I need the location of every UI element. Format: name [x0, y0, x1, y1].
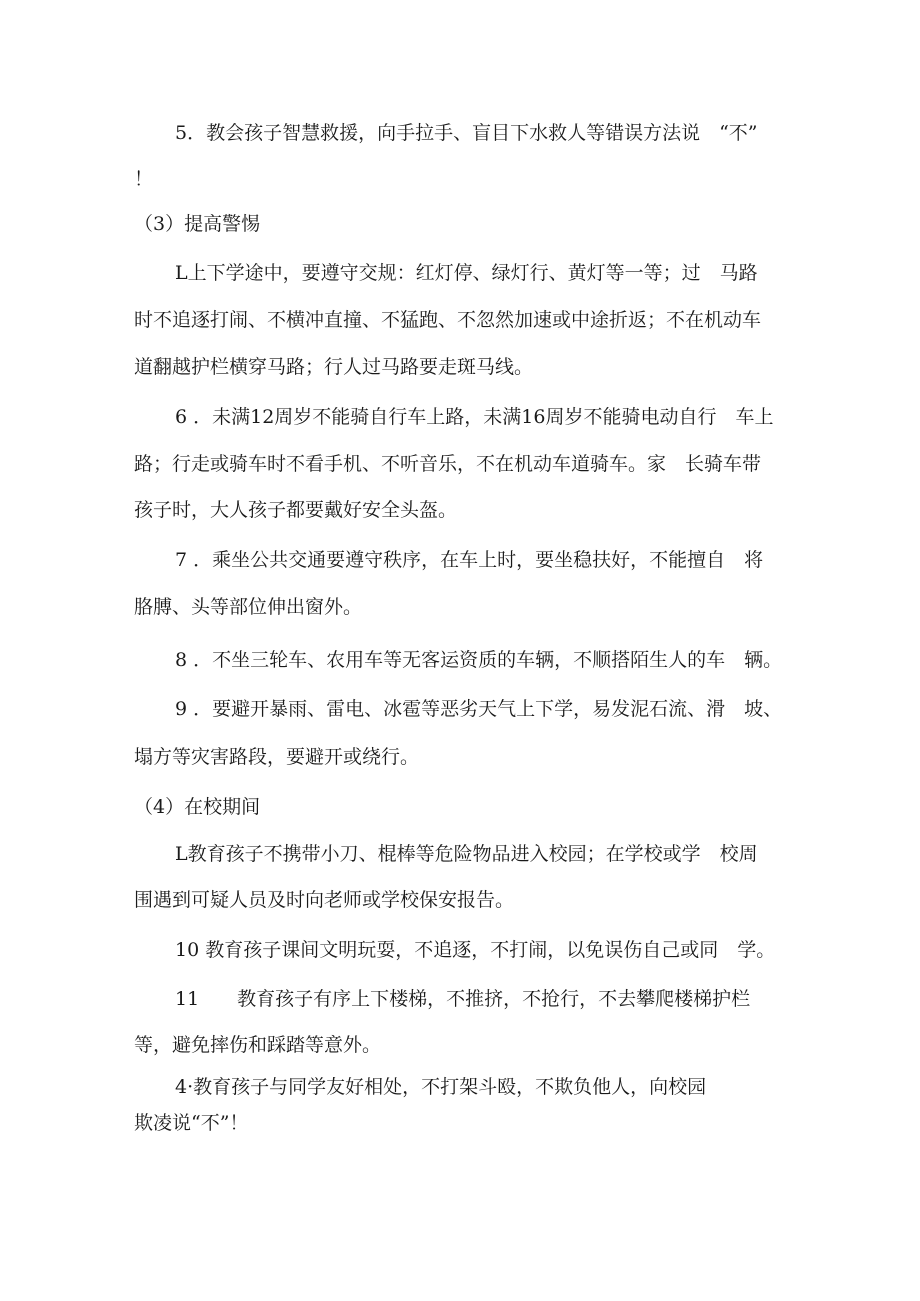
item-5-line-1: 5．教会孩子智慧救援，向手拉手、盲目下水救人等错误方法说 “不”	[175, 122, 758, 144]
item-9-line-1: 9 ．要避开暴雨、雷电、冰雹等恶劣天气上下学，易发泥石流、滑 坡、	[175, 698, 783, 720]
item-11-line-1: 11 教育孩子有序上下楼梯，不推挤，不抢行，不去攀爬楼梯护栏	[175, 988, 751, 1010]
item-6-line-3: 孩子时，大人孩子都要戴好安全头盔。	[134, 499, 458, 521]
item-11-line-2: 等，避免摔伤和踩踏等意外。	[134, 1034, 382, 1056]
item-9-line-2: 塌方等灾害路段，要避开或绕行。	[134, 746, 420, 768]
item-l-line-2: 时不追逐打闹、不横冲直撞、不猛跑、不忽然加速或中途折返；不在机动车	[134, 309, 762, 331]
item-4-line-2: 欺凌说“不”！	[134, 1112, 249, 1134]
item-8-line-1: 8 ．不坐三轮车、农用车等无客运资质的车辆，不顺搭陌生人的车 辆。	[175, 649, 783, 671]
item-6-line-1: 6 ．未满12周岁不能骑自行车上路，未满16周岁不能骑电动自行 车上	[175, 406, 774, 428]
item-l-line-3: 道翻越护栏横穿马路；行人过马路要走斑马线。	[134, 356, 534, 378]
item-7-line-2: 胳膊、头等部位伸出窗外。	[134, 596, 363, 618]
item-l-line-1: L上下学途中，要遵守交规：红灯停、绿灯行、黄灯等一等；过 马路	[175, 262, 758, 284]
item-10-line-1: 10 教育孩子课间文明玩耍，不追逐，不打闹，以免误伤自己或同 学。	[175, 939, 776, 961]
item-l2-line-2: 围遇到可疑人员及时向老师或学校保安报告。	[134, 889, 515, 911]
item-7-line-1: 7 ．乘坐公共交通要遵守秩序，在车上时，要坐稳扶好，不能擅自 将	[175, 549, 764, 571]
item-5-line-2: ！	[134, 168, 154, 190]
section-3-heading: （3）提高警惕	[134, 213, 261, 235]
section-4-heading: （4）在校期间	[134, 796, 261, 818]
item-l2-line-1: L教育孩子不携带小刀、棍棒等危险物品进入校园；在学校或学 校周	[175, 843, 758, 865]
item-4-line-1: 4·教育孩子与同学友好相处，不打架斗殴，不欺负他人，向校园	[175, 1076, 707, 1098]
item-6-line-2: 路；行走或骑车时不看手机、不听音乐，不在机动车道骑车。家 长骑车带	[134, 453, 762, 475]
